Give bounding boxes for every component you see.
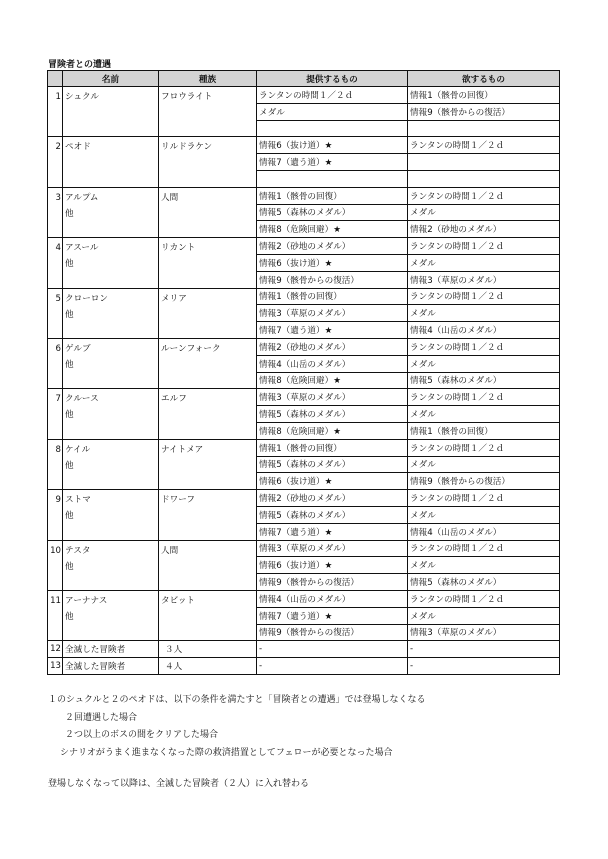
- row-number: 9: [48, 490, 63, 540]
- wants-item: 情報2（砂地のメダル）: [408, 221, 560, 238]
- name-label: ペオド: [65, 142, 91, 153]
- table-row: [48, 389, 560, 406]
- provides-item: 情報7（遺う道）★: [257, 322, 408, 339]
- race: リカント: [159, 238, 257, 288]
- race: ３人: [159, 641, 257, 658]
- race: リルドラケン: [159, 137, 257, 187]
- row-number: 11: [48, 590, 63, 640]
- table-header-row: [48, 71, 560, 87]
- table-row: [48, 540, 560, 557]
- name-sub: 他: [65, 208, 74, 219]
- name-label: アーナナス: [65, 595, 108, 606]
- note-condition-1: ２回遭遇した場合: [65, 712, 138, 723]
- provides-item: 情報3（草原のメダル）: [257, 305, 408, 322]
- encounter-table: [47, 70, 560, 675]
- wants-item: [408, 154, 560, 171]
- wants-item: 情報1（骸骨の回復）: [408, 422, 560, 439]
- wants-item: ランタンの時間１／２ｄ: [408, 590, 560, 607]
- wants-item: -: [408, 641, 560, 658]
- adventurer-name: [63, 338, 159, 388]
- row-number: 3: [48, 187, 63, 237]
- wants-item: 情報1（骸骨の回復）: [408, 87, 560, 104]
- provides-item: 情報6（抜け道）★: [257, 557, 408, 574]
- name-sub: 他: [65, 259, 74, 270]
- note-condition-2: ２つ以上のボスの間をクリアした場合: [65, 730, 219, 740]
- adventurer-name: [63, 288, 159, 338]
- wants-item: -: [408, 658, 560, 675]
- wants-item: メダル: [408, 305, 560, 322]
- wants-item: ランタンの時間１／２ｄ: [408, 439, 560, 456]
- row-number: 1: [48, 87, 63, 137]
- name-sub: 他: [65, 359, 74, 370]
- provides-item: 情報3（草原のメダル）: [257, 389, 408, 406]
- row-number: 5: [48, 288, 63, 338]
- table-row: [48, 137, 560, 154]
- provides-item: 情報1（骸骨の回復）: [257, 187, 408, 204]
- wants-item: メダル: [408, 204, 560, 221]
- adventurer-name: [63, 540, 159, 590]
- row-number: 13: [48, 658, 63, 675]
- wants-item: 情報9（骸骨からの復活）: [408, 473, 560, 490]
- provides-item: 情報8（危険回避）★: [257, 372, 408, 389]
- wants-item: メダル: [408, 557, 560, 574]
- header-name: 名前: [63, 71, 159, 87]
- wants-item: 情報4（山岳のメダル）: [408, 523, 560, 540]
- race: ナイトメア: [159, 439, 257, 489]
- wants-item: [408, 170, 560, 187]
- name-label: テスタ: [65, 545, 91, 556]
- name-sub: 他: [65, 460, 74, 471]
- name-label: ゲルブ: [65, 343, 91, 354]
- provides-item: 情報8（危険回避）★: [257, 221, 408, 238]
- provides-item: [257, 170, 408, 187]
- provides-item: ランタンの時間１／２ｄ: [257, 87, 408, 104]
- provides-item: 情報5（森林のメダル）: [257, 456, 408, 473]
- wants-item: ランタンの時間１／２ｄ: [408, 490, 560, 507]
- row-number: 7: [48, 389, 63, 439]
- provides-item: 情報2（砂地のメダル）: [257, 490, 408, 507]
- adventurer-name: [63, 389, 159, 439]
- wants-item: 情報9（骸骨からの復活）: [408, 103, 560, 120]
- provides-item: 情報5（森林のメダル）: [257, 204, 408, 221]
- provides-item: 情報2（砂地のメダル）: [257, 238, 408, 255]
- table-row: [48, 338, 560, 355]
- row-number: 6: [48, 338, 63, 388]
- adventurer-name: [63, 137, 159, 187]
- provides-item: 情報7（遺う道）★: [257, 523, 408, 540]
- race: メリア: [159, 288, 257, 338]
- provides-item: 情報6（抜け道）★: [257, 473, 408, 490]
- name-label: シュクル: [65, 92, 99, 102]
- header-number: [48, 71, 63, 87]
- provides-item: 情報8（危険回避）★: [257, 422, 408, 439]
- wants-item: ランタンの時間１／２ｄ: [408, 338, 560, 355]
- table-row: [48, 238, 560, 255]
- provides-item: 情報1（骸骨の回復）: [257, 439, 408, 456]
- adventurer-name: [63, 187, 159, 237]
- race: ドワーフ: [159, 490, 257, 540]
- provides-item: 情報9（骸骨からの復活）: [257, 574, 408, 591]
- row-number: 8: [48, 439, 63, 489]
- wants-item: ランタンの時間１／２ｄ: [408, 540, 560, 557]
- wants-item: ランタンの時間１／２ｄ: [408, 288, 560, 305]
- table-row: [48, 87, 560, 104]
- wants-item: 情報3（草原のメダル）: [408, 271, 560, 288]
- name-sub: 他: [65, 511, 74, 522]
- name-label: ストマ: [65, 495, 91, 506]
- wants-item: 情報3（草原のメダル）: [408, 624, 560, 641]
- wants-item: ランタンの時間１／２ｄ: [408, 137, 560, 154]
- provides-item: 情報6（抜け道）★: [257, 254, 408, 271]
- provides-item: 情報2（砂地のメダル）: [257, 338, 408, 355]
- wants-item: ランタンの時間１／２ｄ: [408, 187, 560, 204]
- page-title: 冒険者との遭遇: [48, 60, 112, 70]
- wants-item: メダル: [408, 355, 560, 372]
- wants-item: メダル: [408, 607, 560, 624]
- notes: [48, 692, 426, 762]
- header-race: 種族: [159, 71, 257, 87]
- provides-item: [257, 120, 408, 137]
- header-provides: 提供するもの: [257, 71, 408, 87]
- wants-item: ランタンの時間１／２ｄ: [408, 389, 560, 406]
- adventurer-name: 全滅した冒険者: [63, 641, 159, 658]
- wants-item: メダル: [408, 406, 560, 423]
- adventurer-name: [63, 439, 159, 489]
- race: ４人: [159, 658, 257, 675]
- row-number: 4: [48, 238, 63, 288]
- race: ルーンフォーク: [159, 338, 257, 388]
- adventurer-name: [63, 590, 159, 640]
- table-row: [48, 187, 560, 204]
- provides-item: 情報9（骸骨からの復活）: [257, 271, 408, 288]
- table-row: [48, 490, 560, 507]
- name-label: アスール: [65, 243, 99, 254]
- race: 人間: [159, 540, 257, 590]
- provides-item: -: [257, 641, 408, 658]
- name-label: クローロン: [65, 293, 108, 304]
- footer-note: 登場しなくなって以降は、全滅した冒険者（２人）に入れ替わる: [48, 779, 310, 789]
- table-row: [48, 288, 560, 305]
- wants-item: メダル: [408, 254, 560, 271]
- provides-item: 情報6（抜け道）★: [257, 137, 408, 154]
- name-label: アルプム: [65, 192, 99, 203]
- row-number: 10: [48, 540, 63, 590]
- table-row: [48, 641, 560, 658]
- provides-item: メダル: [257, 103, 408, 120]
- race: タビット: [159, 590, 257, 640]
- provides-item: 情報3（草原のメダル）: [257, 540, 408, 557]
- provides-item: 情報4（山岳のメダル）: [257, 355, 408, 372]
- provides-item: 情報4（山岳のメダル）: [257, 590, 408, 607]
- provides-item: 情報5（森林のメダル）: [257, 506, 408, 523]
- name-sub: 他: [65, 611, 74, 622]
- wants-item: メダル: [408, 506, 560, 523]
- row-number: 12: [48, 641, 63, 658]
- provides-item: 情報9（骸骨からの復活）: [257, 624, 408, 641]
- table-row: [48, 439, 560, 456]
- provides-item: 情報7（遺う道）★: [257, 607, 408, 624]
- name-sub: 他: [65, 410, 74, 421]
- wants-item: [408, 120, 560, 137]
- wants-item: メダル: [408, 456, 560, 473]
- row-number: 2: [48, 137, 63, 187]
- adventurer-name: [63, 238, 159, 288]
- adventurer-name: 全滅した冒険者: [63, 658, 159, 675]
- race: 人間: [159, 187, 257, 237]
- race: エルフ: [159, 389, 257, 439]
- name-label: クルース: [65, 394, 99, 405]
- wants-item: 情報5（森林のメダル）: [408, 574, 560, 591]
- note-main: １のシュクルと２のペオドは、以下の条件を満たすと「冒険者との遭遇」では登場しなくなる: [48, 695, 426, 705]
- provides-item: 情報1（骸骨の回復）: [257, 288, 408, 305]
- header-wants: 欲するもの: [408, 71, 560, 87]
- provides-item: 情報5（森林のメダル）: [257, 406, 408, 423]
- note-condition-3: シナリオがうまく進まなくなった際の救済措置としてフェローが必要となった場合: [60, 747, 393, 758]
- name-sub: 他: [65, 561, 74, 572]
- race: フロウライト: [159, 87, 257, 137]
- name-sub: 他: [65, 309, 74, 320]
- wants-item: ランタンの時間１／２ｄ: [408, 238, 560, 255]
- provides-item: 情報7（遺う道）★: [257, 154, 408, 171]
- table-row: [48, 658, 560, 675]
- wants-item: 情報4（山岳のメダル）: [408, 322, 560, 339]
- table-row: [48, 590, 560, 607]
- adventurer-name: [63, 87, 159, 137]
- name-label: ケイル: [65, 444, 91, 455]
- provides-item: -: [257, 658, 408, 675]
- wants-item: 情報5（森林のメダル）: [408, 372, 560, 389]
- adventurer-name: [63, 490, 159, 540]
